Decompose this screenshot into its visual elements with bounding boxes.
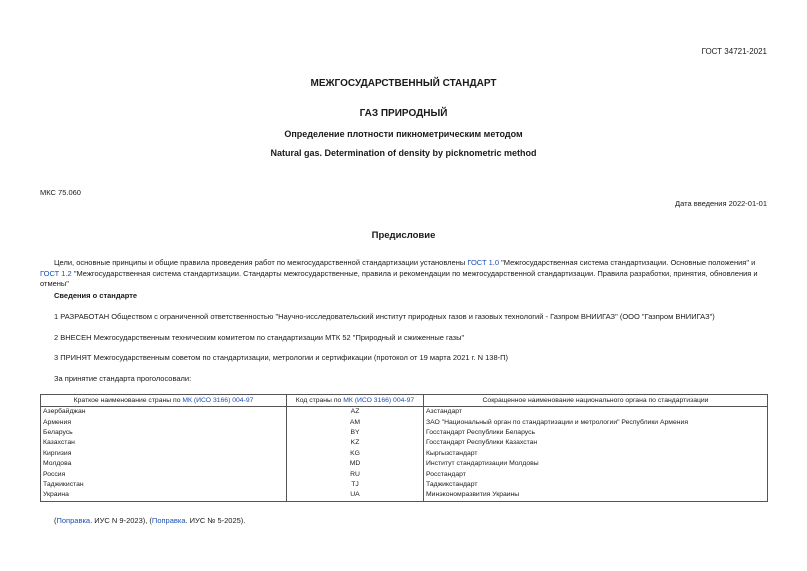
table-row bbox=[41, 449, 768, 459]
table-row bbox=[41, 438, 768, 448]
document-code: ГОСТ 34721-2021 bbox=[701, 47, 767, 56]
code-cell: KG bbox=[287, 449, 424, 459]
table-row bbox=[41, 407, 768, 418]
code-cell: KZ bbox=[287, 438, 424, 448]
body-cell: Институт стандартизации Молдовы bbox=[424, 459, 768, 469]
header-body: Сокращенное наименование национального органа по стандартизации bbox=[424, 395, 768, 407]
country-cell: Беларусь bbox=[41, 428, 287, 438]
voting-table bbox=[40, 394, 768, 502]
mks-code: МКС 75.060 bbox=[40, 188, 81, 197]
country-cell: Киргизия bbox=[41, 449, 287, 459]
code-cell: RU bbox=[287, 469, 424, 479]
country-cell: Казахстан bbox=[41, 438, 287, 448]
country-cell: Молдова bbox=[41, 459, 287, 469]
table-header-row bbox=[41, 395, 768, 407]
gost-1-2-link[interactable]: ГОСТ 1.2 bbox=[40, 268, 72, 278]
body-cell: Госстандарт Республики Беларусь bbox=[424, 428, 768, 438]
about-standard-heading: Сведения о стандарте bbox=[54, 291, 138, 300]
body-cell: Госстандарт Республики Казахстан bbox=[424, 438, 768, 448]
mk-iso-link[interactable]: МК (ИСО 3166) 004-97 bbox=[182, 396, 254, 404]
code-cell: MD bbox=[287, 459, 424, 469]
body-cell: ЗАО "Национальный орган по стандартизации и метрологии" Республики Армения bbox=[424, 417, 768, 427]
amendment-link[interactable]: Поправка bbox=[151, 516, 186, 525]
body-cell: Минэкономразвития Украины bbox=[424, 490, 768, 501]
code-cell: UA bbox=[287, 490, 424, 501]
table-row bbox=[41, 417, 768, 427]
table-row bbox=[41, 459, 768, 469]
adopted-item: 3 ПРИНЯТ Межгосударственным советом по стандартизации, метрологии и сертификации (протокол от 19 марта 2021 г. N 138-П) bbox=[54, 353, 509, 362]
developer-item: 1 РАЗРАБОТАН Обществом с ограниченной ответственностью "Научно-исследовательский институт природных газов и газовых технологий - Газпром ВНИИГАЗ" (ООО "Газпром ВНИИГАЗ") bbox=[54, 312, 715, 321]
foreword-text-b: "Межгосударственная система стандартизации. Основные положения" и bbox=[499, 258, 756, 267]
document-subtitle: Определение плотности пикнометрическим методом bbox=[284, 129, 523, 139]
standard-heading: МЕЖГОСУДАРСТВЕННЫЙ СТАНДАРТ bbox=[310, 78, 497, 89]
foreword-text-c: "Межгосударственная система стандартизации. Стандарты межгосударственные, правила и рекомендации по межгосударственной стандартизации. Правила разработки, принятия, обновления и отмены" bbox=[40, 268, 758, 288]
body-cell: Азстандарт bbox=[424, 407, 768, 418]
country-cell: Азербайджан bbox=[41, 407, 287, 418]
header-code: Код страны по МК (ИСО 3166) 004-97 bbox=[287, 395, 424, 407]
table-row bbox=[41, 490, 768, 501]
table-row bbox=[41, 480, 768, 490]
code-cell: AZ bbox=[287, 407, 424, 418]
mk-iso-link[interactable]: МК (ИСО 3166) 004-97 bbox=[343, 396, 415, 404]
table-row bbox=[41, 428, 768, 438]
foreword-heading: Предисловие bbox=[371, 230, 436, 241]
amendment-link[interactable]: Поправка bbox=[56, 516, 91, 525]
foreword-paragraph bbox=[40, 258, 770, 290]
gost-1-0-link[interactable]: ГОСТ 1.0 bbox=[467, 258, 500, 267]
country-cell: Украина bbox=[41, 490, 287, 501]
document-title-english: Natural gas. Determination of density by picknometric method bbox=[270, 148, 537, 158]
country-cell: Россия bbox=[41, 469, 287, 479]
code-cell: TJ bbox=[287, 480, 424, 490]
vote-intro: За принятие стандарта проголосовали: bbox=[54, 374, 192, 383]
body-cell: Таджикстандарт bbox=[424, 480, 768, 490]
table-row bbox=[41, 469, 768, 479]
body-cell: Росстандарт bbox=[424, 469, 768, 479]
amendments-note: (Поправка. ИУС N 9-2023), (Поправка. ИУС № 5-2025). bbox=[54, 516, 246, 525]
foreword-text-a: Цели, основные принципы и общие правила проведения работ по межгосударственной стандартизации установлены bbox=[54, 258, 468, 267]
header-country: Краткое наименование страны по МК (ИСО 3166) 004-97 bbox=[41, 395, 287, 407]
submitted-item: 2 ВНЕСЕН Межгосударственным техническим комитетом по стандартизации МТК 52 "Природный и сжиженные газы" bbox=[54, 333, 465, 342]
body-cell: Кыргызстандарт bbox=[424, 449, 768, 459]
code-cell: BY bbox=[287, 428, 424, 438]
country-cell: Армения bbox=[41, 417, 287, 427]
country-cell: Таджикистан bbox=[41, 480, 287, 490]
introduction-date: Дата введения 2022-01-01 bbox=[675, 199, 767, 208]
code-cell: AM bbox=[287, 417, 424, 427]
document-title: ГАЗ ПРИРОДНЫЙ bbox=[359, 108, 448, 119]
